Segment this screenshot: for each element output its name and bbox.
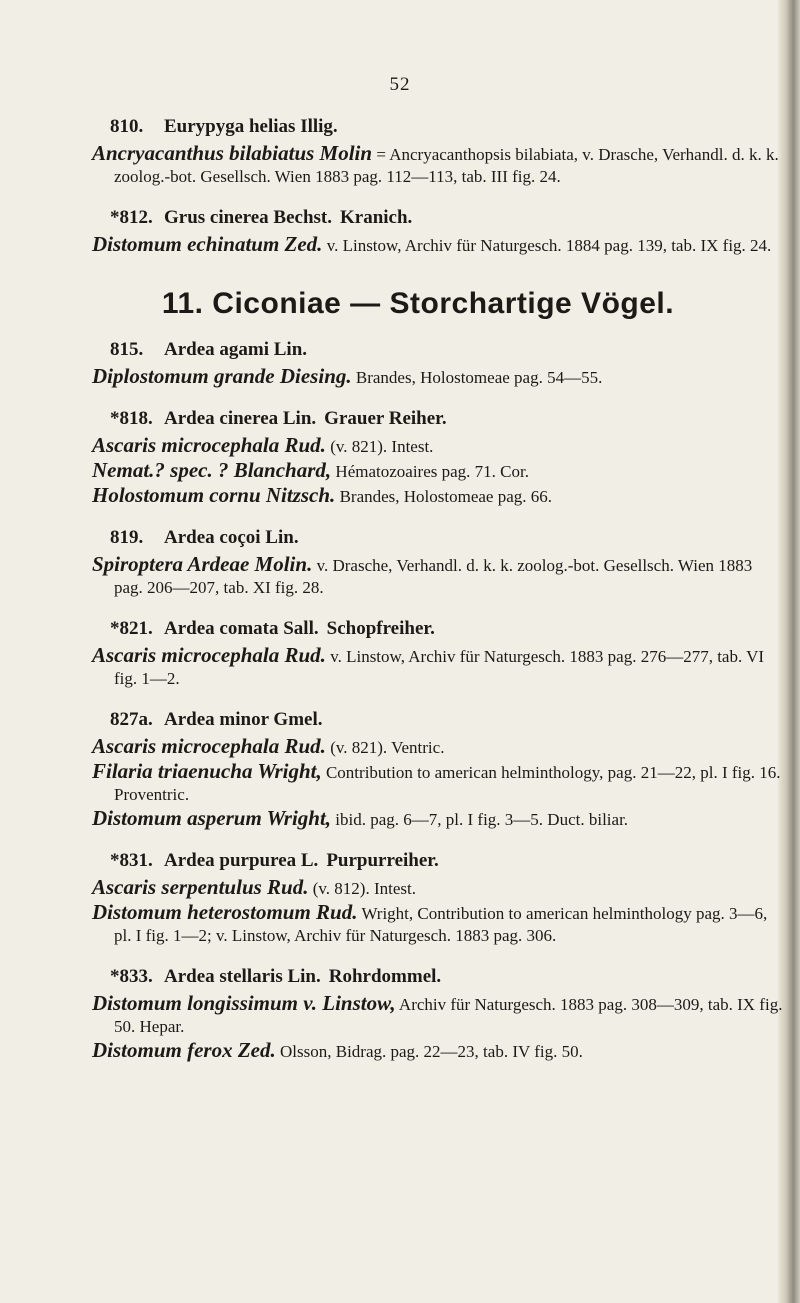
citation-text: Hématozoaires pag. 71. Cor. [335, 462, 529, 481]
parasite-reference [92, 233, 784, 257]
species-entry [92, 404, 784, 508]
parasite-reference [92, 760, 784, 806]
species-heading [92, 404, 784, 434]
parasite-reference [92, 142, 784, 188]
species-entry [92, 614, 784, 690]
parasite-reference [92, 876, 784, 900]
species-heading [92, 335, 784, 365]
citation-text: Archiv für Naturgesch. 1883 pag. 308—309, tab. IX fig. 50. Hepar. [114, 995, 783, 1036]
species-entry [92, 962, 784, 1063]
citation-text: Brandes, Holostomeae pag. 54—55. [355, 368, 603, 387]
entry-number: *821. [110, 618, 153, 639]
parasite-name: Distomum heterostomum Rud. [92, 900, 358, 924]
parasite-name: Ascaris microcephala Rud. [92, 433, 326, 457]
common-name: Rohrdommel. [328, 966, 442, 987]
citation-text: v. Linstow, Archiv für Naturgesch. 1883 pag. 276—277, tab. VI fig. 1—2. [114, 647, 765, 688]
parasite-reference [92, 553, 784, 599]
species-heading [92, 846, 784, 876]
top-entry-list [92, 112, 784, 257]
citation-text: Brandes, Holostomeae pag. 66. [339, 487, 553, 506]
citation-text: ibid. pag. 6—7, pl. I fig. 3—5. Duct. biliar. [335, 810, 629, 829]
parasite-reference [92, 1039, 784, 1063]
parasite-name: Distomum asperum Wright, [92, 806, 332, 830]
parasite-name: Holostomum cornu Nitzsch. [92, 483, 336, 507]
parasite-name: Nemat.? spec. ? Blanchard, [92, 458, 332, 482]
species-heading [92, 112, 784, 142]
citation-text: v. Linstow, Archiv für Naturgesch. 1884 pag. 139, tab. IX fig. 24. [326, 236, 772, 255]
parasite-reference [92, 807, 784, 831]
species-name: Ardea comata Sall. [164, 618, 319, 639]
parasite-reference [92, 434, 784, 458]
parasite-reference [92, 644, 784, 690]
entry-number: *833. [110, 966, 153, 987]
species-entry [92, 335, 784, 389]
parasite-name: Diplostomum grande Diesing. [92, 364, 352, 388]
parasite-name: Distomum ferox Zed. [92, 1038, 276, 1062]
section-title: 11. Ciconiae — Storchartige Vögel. [161, 287, 675, 320]
parasite-reference [92, 901, 784, 947]
entry-number: *831. [110, 850, 153, 871]
entry-number: 815. [110, 339, 144, 360]
page-content [92, 112, 784, 1078]
entry-list [92, 335, 784, 1063]
parasite-reference [92, 365, 784, 389]
parasite-name: Ascaris serpentulus Rud. [92, 875, 309, 899]
entry-number: *812. [110, 207, 153, 228]
species-name: Ardea purpurea L. [164, 850, 319, 871]
parasite-name: Filaria triaenucha Wright, [92, 759, 322, 783]
species-heading [92, 705, 784, 735]
common-name: Purpurreiher. [326, 850, 439, 871]
species-name: Grus cinerea Bechst. [164, 207, 332, 228]
species-entry [92, 705, 784, 831]
species-entry [92, 112, 784, 188]
species-name: Ardea agami Lin. [164, 339, 308, 360]
species-name: Eurypyga helias Illig. [164, 116, 338, 137]
common-name: Kranich. [340, 207, 413, 228]
parasite-reference [92, 484, 784, 508]
parasite-name: Spiroptera Ardeae Molin. [92, 552, 313, 576]
species-name: Ardea cinerea Lin. [164, 408, 317, 429]
entry-number: 810. [110, 116, 144, 137]
species-entry [92, 203, 784, 257]
species-name: Ardea stellaris Lin. [164, 966, 321, 987]
citation-text: (v. 812). Intest. [312, 879, 416, 898]
species-heading [92, 962, 784, 992]
page-number: 52 [389, 74, 411, 95]
parasite-name: Distomum longissimum v. Linstow, [92, 991, 396, 1015]
species-entry [92, 846, 784, 947]
species-name: Ardea minor Gmel. [164, 709, 323, 730]
entry-number: *818. [110, 408, 153, 429]
citation-text: Olsson, Bidrag. pag. 22—23, tab. IV fig. 50. [280, 1042, 583, 1061]
parasite-name: Ascaris microcephala Rud. [92, 734, 326, 758]
parasite-name: Ascaris microcephala Rud. [92, 643, 326, 667]
parasite-reference [92, 735, 784, 759]
citation-text: Contribution to american helminthology, pag. 21—22, pl. I fig. 16. Proventric. [114, 763, 781, 804]
parasite-reference [92, 992, 784, 1038]
citation-text: v. Drasche, Verhandl. d. k. k. zoolog.-bot. Gesellsch. Wien 1883 pag. 206—207, tab. XI fig. 28. [114, 556, 753, 597]
citation-text: (v. 821). Intest. [330, 437, 434, 456]
species-heading [92, 203, 784, 233]
entry-number: 819. [110, 527, 144, 548]
parasite-reference [92, 459, 784, 483]
parasite-name: Distomum echinatum Zed. [92, 232, 323, 256]
common-name: Grauer Reiher. [324, 408, 447, 429]
common-name: Schopfreiher. [326, 618, 435, 639]
species-entry [92, 523, 784, 599]
citation-text: = Ancryacanthopsis bilabiata, v. Drasche, Verhandl. d. k. k. zoolog.-bot. Gesellsch. Wien 1883 pag. 112—113, tab. III fig. 24. [114, 145, 779, 186]
entry-number: 827a. [110, 709, 153, 730]
species-heading [92, 523, 784, 553]
species-name: Ardea coçoi Lin. [164, 527, 299, 548]
species-heading [92, 614, 784, 644]
citation-text: (v. 821). Ventric. [330, 738, 445, 757]
citation-text: Wright, Contribution to american helminthology pag. 3—6, pl. I fig. 1—2; v. Linstow, Archiv für Naturgesch. 1883 pag. 306. [114, 904, 768, 945]
parasite-name: Ancryacanthus bilabiatus Molin [92, 141, 373, 165]
